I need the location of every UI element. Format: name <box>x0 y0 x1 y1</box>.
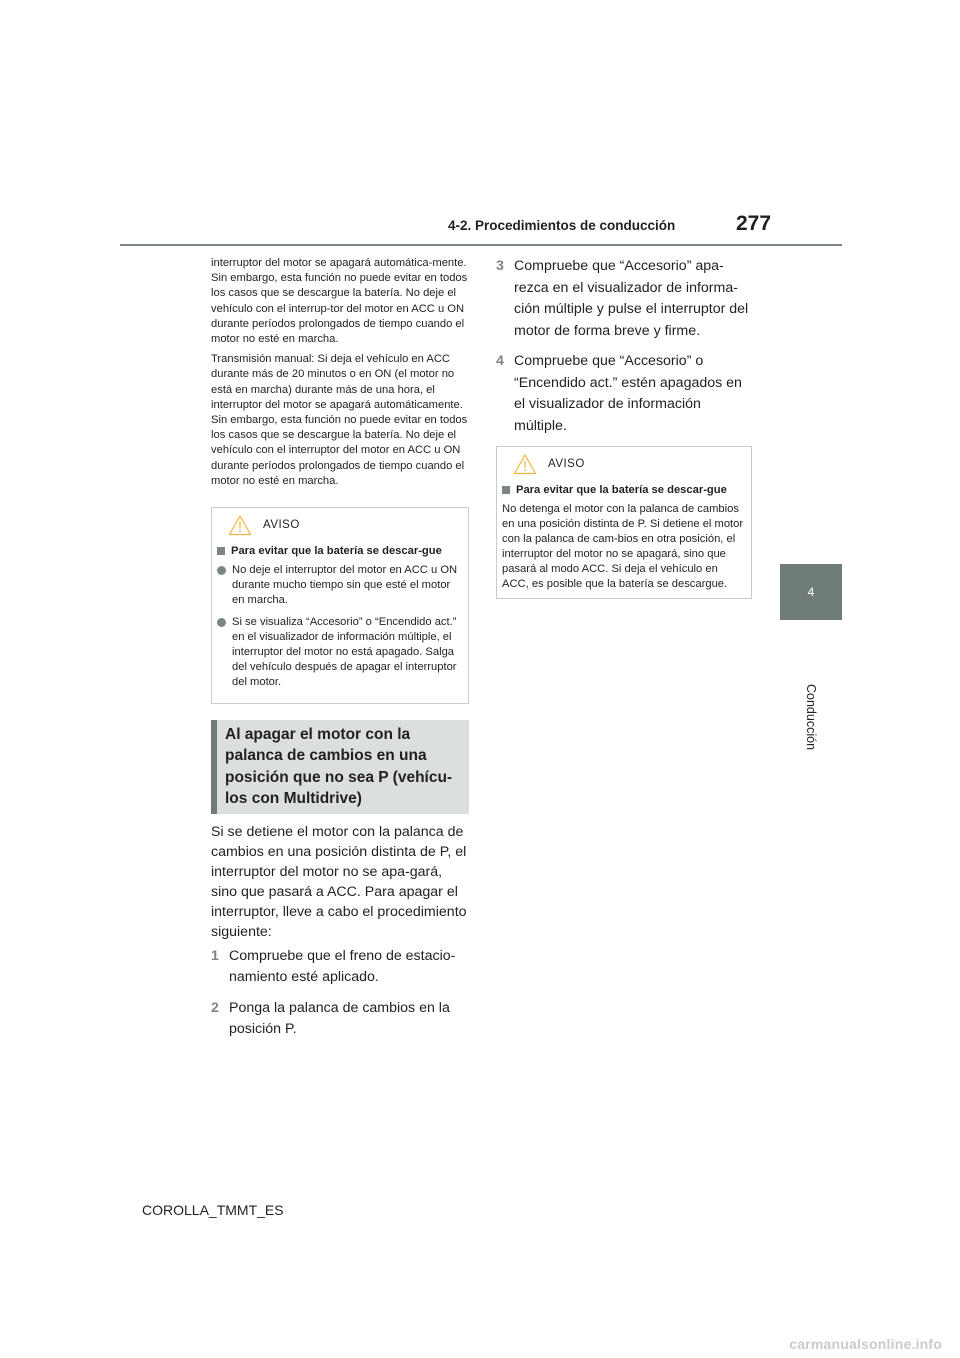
step-number: 1 <box>211 947 219 964</box>
warning-label: AVISO <box>263 519 300 532</box>
warning-title <box>502 483 745 498</box>
circle-bullet-icon <box>217 566 226 575</box>
left-column <box>211 256 469 1050</box>
procedure-intro: Si se detiene el motor con la palanca de cambios en una posición distinta de P, el interruptor del motor no se apa-gará, sino que pasará a ACC. Para apagar el interruptor, lleve a cabo el procedimiento siguiente: <box>211 823 467 940</box>
procedure-step <box>496 256 752 342</box>
procedure-step <box>211 946 469 989</box>
warning-title-text: Para evitar que la batería se descar-gue <box>516 484 727 496</box>
warning-title <box>217 544 462 559</box>
warning-item-text: Si se visualiza “Accesorio” o “Encendido act.” en el visualizador de información múltiple, el interruptor del motor no está apagado. Salga del vehículo después de apagar el interruptor del motor. <box>232 615 457 688</box>
procedure-step <box>496 351 752 437</box>
warning-title-text: Para evitar que la batería se descar-gue <box>231 545 442 558</box>
warning-triangle-icon <box>502 453 548 475</box>
warning-box <box>496 446 752 599</box>
page-number: 277 <box>736 212 772 235</box>
step-text: Compruebe que el freno de estacio-namiento esté aplicado. <box>229 947 456 986</box>
document-code: COROLLA_TMMT_ES <box>142 1202 284 1218</box>
step-number: 2 <box>211 999 219 1016</box>
chapter-number: 4 <box>807 585 815 599</box>
circle-bullet-icon <box>217 618 226 627</box>
step-number: 4 <box>496 353 504 369</box>
watermark: carmanualsonline.info <box>789 1336 942 1352</box>
chapter-name: Conducción <box>804 684 818 751</box>
section-title: 4-2. Procedimientos de conducción <box>448 218 676 233</box>
header-divider <box>120 244 842 246</box>
warning-triangle-icon <box>217 514 263 536</box>
warning-body-text: No detenga el motor con la palanca de cambios en una posición distinta de P. Si detiene el motor con la palanca de cam-bios en otra posición, el interruptor del motor no se apagará, sino que pasará al modo ACC. Si deja el vehículo en ACC, es posible que la batería se descargue. <box>502 502 744 590</box>
section-heading: Al apagar el motor con la palanca de cambios en una posición que no sea P (vehícu-los con Multidrive) <box>211 720 469 814</box>
warning-header <box>502 453 745 475</box>
right-column <box>496 256 752 599</box>
step-text: Ponga la palanca de cambios en la posición P. <box>229 999 450 1038</box>
intro-paragraph: interruptor del motor se apagará automática-mente. Sin embargo, esta función no puede evitar en todos los casos que se descargue la batería. No deje el vehículo con el interrup-tor del motor en ACC u ON durante períodos prolongados de tiempo cuando el motor no esté en marcha. <box>211 257 468 346</box>
warning-item-text: No deje el interruptor del motor en ACC u ON durante mucho tiempo sin que esté el motor en marcha. <box>232 563 458 606</box>
step-text: Compruebe que “Accesorio” apa-rezca en el visualizador de informa-ción múltiple y pulse el interruptor del motor de forma breve y firme. <box>514 258 749 339</box>
warning-box <box>211 507 469 704</box>
warning-header <box>217 514 462 536</box>
warning-item <box>217 563 462 608</box>
step-text: Compruebe que “Accesorio” o “Encendido act.” estén apagados en el visualizador de información múltiple. <box>514 353 742 434</box>
square-bullet-icon <box>217 547 225 555</box>
chapter-tab[interactable] <box>780 564 842 620</box>
square-bullet-icon <box>502 486 510 494</box>
warning-label: AVISO <box>548 458 585 470</box>
warning-item <box>217 615 462 690</box>
manual-transmission-paragraph: Transmisión manual: Si deja el vehículo en ACC durante más de 20 minutos o en ON (el motor no está en marcha) durante más de una hora, el interruptor del motor se apagará automáticamente. Sin embargo, esta función no puede evitar en todos los casos que se descargue la batería. No deje el vehículo con el interruptor del motor en ACC u ON durante períodos prolongados de tiempo cuando el motor no esté en marcha. <box>211 353 468 487</box>
step-number: 3 <box>496 258 504 274</box>
procedure-step <box>211 998 469 1041</box>
